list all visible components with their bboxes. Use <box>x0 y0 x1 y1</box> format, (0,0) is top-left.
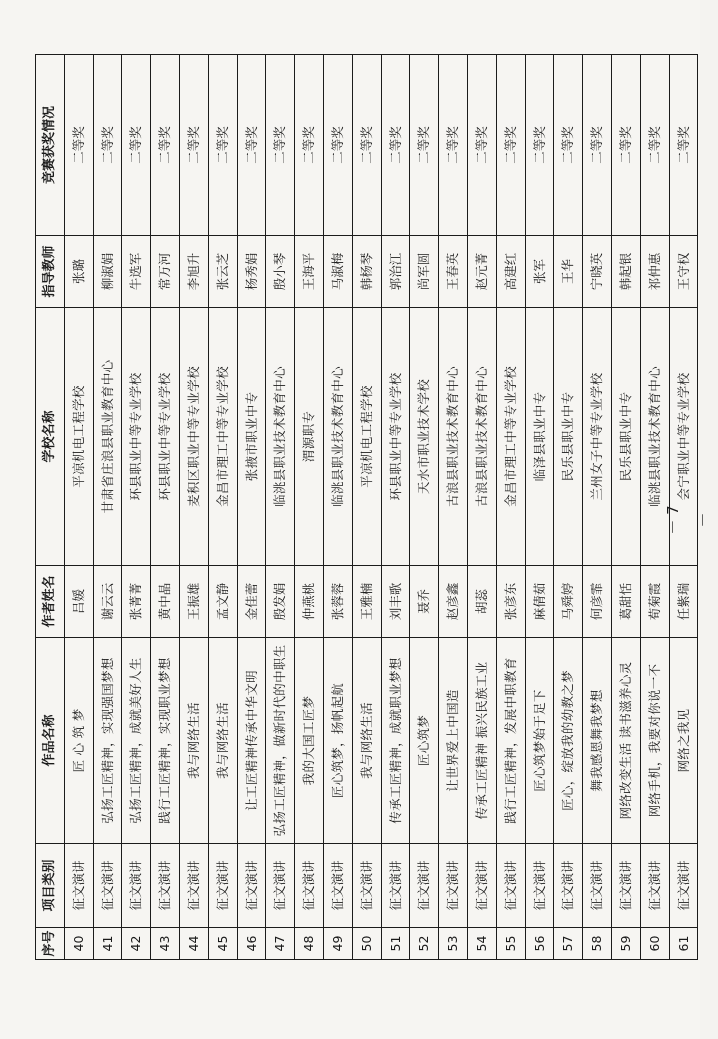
table-row <box>611 55 640 960</box>
cell-no: 57 <box>554 928 583 960</box>
cell-author: 仲燕桃 <box>295 566 324 638</box>
cell-title: 践行工匠精神，实现职业梦想 <box>151 638 180 844</box>
table-row <box>525 55 554 960</box>
table-row <box>554 55 583 960</box>
table-row <box>237 55 266 960</box>
cell-award: 二等奖 <box>439 55 468 236</box>
cell-no: 61 <box>669 928 698 960</box>
cell-category: 征文演讲 <box>467 844 496 928</box>
cell-author: 刘丰歌 <box>381 566 410 638</box>
cell-school: 会宁职业中等专业学校 <box>669 308 698 566</box>
cell-author: 殷发娟 <box>266 566 295 638</box>
cell-school: 临泽县职业中专 <box>525 308 554 566</box>
cell-title: 匠心，绽放我的幼教之梦 <box>554 638 583 844</box>
cell-teacher: 王守权 <box>669 236 698 308</box>
cell-author: 黄中晶 <box>151 566 180 638</box>
table-row <box>179 55 208 960</box>
cell-author: 吕媛 <box>64 566 93 638</box>
cell-title: 弘扬工匠精神，成就美好人生 <box>122 638 151 844</box>
cell-category: 征文演讲 <box>439 844 468 928</box>
cell-school: 甘肃省庄浪县职业教育中心 <box>93 308 122 566</box>
table-row <box>496 55 525 960</box>
cell-no: 40 <box>64 928 93 960</box>
cell-author: 马舜婷 <box>554 566 583 638</box>
cell-category: 征文演讲 <box>640 844 669 928</box>
cell-author: 赵彦鑫 <box>439 566 468 638</box>
cell-teacher: 张璐 <box>64 236 93 308</box>
cell-award: 二等奖 <box>669 55 698 236</box>
cell-author: 聂乔 <box>410 566 439 638</box>
cell-teacher: 常万河 <box>151 236 180 308</box>
cell-category: 征文演讲 <box>554 844 583 928</box>
cell-title: 我与网络生活 <box>352 638 381 844</box>
table-row <box>323 55 352 960</box>
cell-award: 二等奖 <box>93 55 122 236</box>
cell-no: 52 <box>410 928 439 960</box>
cell-no: 56 <box>525 928 554 960</box>
cell-no: 59 <box>611 928 640 960</box>
cell-award: 二等奖 <box>295 55 324 236</box>
cell-award: 二等奖 <box>64 55 93 236</box>
cell-school: 张掖市职业中专 <box>237 308 266 566</box>
cell-category: 征文演讲 <box>669 844 698 928</box>
cell-title: 践行工匠精神，发展中职教育 <box>496 638 525 844</box>
cell-award: 二等奖 <box>179 55 208 236</box>
cell-no: 51 <box>381 928 410 960</box>
cell-no: 48 <box>295 928 324 960</box>
cell-category: 征文演讲 <box>179 844 208 928</box>
table-row <box>467 55 496 960</box>
cell-award: 二等奖 <box>496 55 525 236</box>
header-author: 作者姓名 <box>36 566 65 638</box>
cell-teacher: 王华 <box>554 236 583 308</box>
cell-teacher: 殷小琴 <box>266 236 295 308</box>
header-teacher: 指导教师 <box>36 236 65 308</box>
table-row <box>352 55 381 960</box>
cell-award: 二等奖 <box>151 55 180 236</box>
table-row <box>439 55 468 960</box>
cell-teacher: 牛选军 <box>122 236 151 308</box>
cell-school: 兰州女子中等专业学校 <box>583 308 612 566</box>
cell-award: 二等奖 <box>237 55 266 236</box>
page-number: － 7 － <box>664 505 712 535</box>
cell-no: 44 <box>179 928 208 960</box>
awards-table <box>35 54 712 960</box>
cell-title: 舞我感恩舞我梦想 <box>583 638 612 844</box>
cell-teacher: 高建红 <box>496 236 525 308</box>
cell-category: 征文演讲 <box>64 844 93 928</box>
cell-no: 43 <box>151 928 180 960</box>
cell-title: 传承工匠精神，成就职业梦想 <box>381 638 410 844</box>
cell-no: 41 <box>93 928 122 960</box>
cell-teacher: 王海平 <box>295 236 324 308</box>
cell-award: 二等奖 <box>640 55 669 236</box>
cell-school: 古浪县职业技术教育中心 <box>467 308 496 566</box>
cell-title: 弘扬工匠精神，实现强国梦想 <box>93 638 122 844</box>
cell-author: 荀菊霞 <box>640 566 669 638</box>
cell-school: 麦积区职业中等专业学校 <box>179 308 208 566</box>
cell-award: 二等奖 <box>266 55 295 236</box>
cell-category: 征文演讲 <box>323 844 352 928</box>
cell-no: 53 <box>439 928 468 960</box>
header-title: 作品名称 <box>36 638 65 844</box>
cell-school: 金昌市理工中等专业学校 <box>208 308 237 566</box>
cell-school: 天水市职业技术学校 <box>410 308 439 566</box>
cell-title: 网络改变生活 读书滋养心灵 <box>611 638 640 844</box>
cell-teacher: 尚军圆 <box>410 236 439 308</box>
cell-school: 临洮县职业技术教育中心 <box>266 308 295 566</box>
cell-school: 平凉机电工程学校 <box>64 308 93 566</box>
rotated-table-frame <box>35 55 691 960</box>
cell-category: 征文演讲 <box>237 844 266 928</box>
cell-school: 环县职业中等专业学校 <box>151 308 180 566</box>
cell-teacher: 郭治江 <box>381 236 410 308</box>
cell-award: 二等奖 <box>381 55 410 236</box>
table-row <box>151 55 180 960</box>
cell-no: 55 <box>496 928 525 960</box>
cell-author: 胡蕊 <box>467 566 496 638</box>
cell-author: 王振雄 <box>179 566 208 638</box>
cell-category: 征文演讲 <box>352 844 381 928</box>
cell-award: 二等奖 <box>352 55 381 236</box>
cell-school: 环县职业中等专业学校 <box>381 308 410 566</box>
cell-title: 我的大国工匠梦 <box>295 638 324 844</box>
cell-title: 网络之我见 <box>669 638 698 844</box>
cell-no: 47 <box>266 928 295 960</box>
cell-category: 征文演讲 <box>525 844 554 928</box>
cell-no: 50 <box>352 928 381 960</box>
cell-award: 二等奖 <box>583 55 612 236</box>
cell-title: 我与网络生活 <box>179 638 208 844</box>
cell-title: 匠 心 筑 梦 <box>64 638 93 844</box>
cell-no: 49 <box>323 928 352 960</box>
cell-author: 张菁菁 <box>122 566 151 638</box>
cell-award: 二等奖 <box>467 55 496 236</box>
cell-author: 王雅楠 <box>352 566 381 638</box>
cell-no: 54 <box>467 928 496 960</box>
table-row <box>266 55 295 960</box>
cell-teacher: 柳淑娟 <box>93 236 122 308</box>
cell-category: 征文演讲 <box>583 844 612 928</box>
header-school: 学校名称 <box>36 308 65 566</box>
cell-award: 二等奖 <box>611 55 640 236</box>
cell-title: 让世界爱上中国造 <box>439 638 468 844</box>
table-row <box>64 55 93 960</box>
cell-author: 葛甜恬 <box>611 566 640 638</box>
cell-award: 二等奖 <box>525 55 554 236</box>
cell-award: 二等奖 <box>122 55 151 236</box>
cell-school: 金昌市理工中等专业学校 <box>496 308 525 566</box>
cell-author: 张蓉蓉 <box>323 566 352 638</box>
table-row <box>583 55 612 960</box>
table-row <box>93 55 122 960</box>
cell-title: 匠心筑梦始于足下 <box>525 638 554 844</box>
cell-author: 孟文静 <box>208 566 237 638</box>
cell-school: 临洮县职业技术教育中心 <box>640 308 669 566</box>
cell-author: 谢云云 <box>93 566 122 638</box>
cell-teacher: 王春英 <box>439 236 468 308</box>
cell-no: 58 <box>583 928 612 960</box>
cell-no: 60 <box>640 928 669 960</box>
cell-category: 征文演讲 <box>266 844 295 928</box>
cell-teacher: 杨秀娟 <box>237 236 266 308</box>
cell-award: 二等奖 <box>554 55 583 236</box>
cell-teacher: 祁仲惠 <box>640 236 669 308</box>
cell-award: 二等奖 <box>410 55 439 236</box>
cell-school: 古浪县职业技术教育中心 <box>439 308 468 566</box>
cell-no: 42 <box>122 928 151 960</box>
cell-school: 环县职业中等专业学校 <box>122 308 151 566</box>
cell-category: 征文演讲 <box>496 844 525 928</box>
cell-category: 征文演讲 <box>122 844 151 928</box>
cell-title: 网络手机，我要对你说一不 <box>640 638 669 844</box>
cell-category: 征文演讲 <box>410 844 439 928</box>
table-row <box>295 55 324 960</box>
cell-category: 征文演讲 <box>381 844 410 928</box>
cell-award: 二等奖 <box>208 55 237 236</box>
cell-school: 渭源职专 <box>295 308 324 566</box>
cell-school: 平凉机电工程学校 <box>352 308 381 566</box>
cell-school: 民乐县职业中专 <box>554 308 583 566</box>
cell-category: 征文演讲 <box>93 844 122 928</box>
table-header-row <box>36 55 65 960</box>
cell-teacher: 李旭升 <box>179 236 208 308</box>
cell-author: 任紫瑞 <box>669 566 698 638</box>
cell-teacher: 韩起银 <box>611 236 640 308</box>
cell-school: 临洮县职业技术教育中心 <box>323 308 352 566</box>
table-row <box>381 55 410 960</box>
header-category: 项目类别 <box>36 844 65 928</box>
cell-teacher: 张云芝 <box>208 236 237 308</box>
cell-teacher: 赵元菁 <box>467 236 496 308</box>
cell-teacher: 张军 <box>525 236 554 308</box>
cell-award: 二等奖 <box>323 55 352 236</box>
cell-teacher: 韩杨琴 <box>352 236 381 308</box>
cell-no: 45 <box>208 928 237 960</box>
cell-title: 弘扬工匠精神，做新时代的中职生 <box>266 638 295 844</box>
cell-author: 何彦霏 <box>583 566 612 638</box>
cell-category: 征文演讲 <box>295 844 324 928</box>
cell-category: 征文演讲 <box>151 844 180 928</box>
header-no: 序号 <box>36 928 65 960</box>
cell-title: 传承工匠精神 振兴民族工业 <box>467 638 496 844</box>
table-row <box>122 55 151 960</box>
cell-no: 46 <box>237 928 266 960</box>
table-body <box>64 55 712 960</box>
cell-author: 张彦东 <box>496 566 525 638</box>
table-row <box>410 55 439 960</box>
cell-title: 匠心筑梦 <box>410 638 439 844</box>
table-row <box>208 55 237 960</box>
cell-category: 征文演讲 <box>611 844 640 928</box>
cell-category: 征文演讲 <box>208 844 237 928</box>
cell-author: 麻倩茹 <box>525 566 554 638</box>
cell-title: 匠心筑梦，扬帆起航 <box>323 638 352 844</box>
cell-author: 金佳蕾 <box>237 566 266 638</box>
cell-teacher: 马淑梅 <box>323 236 352 308</box>
cell-title: 让工匠精神传承中华文明 <box>237 638 266 844</box>
cell-title: 我与网络生活 <box>208 638 237 844</box>
header-award: 竞赛获奖情况 <box>36 55 65 236</box>
cell-teacher: 宁晓英 <box>583 236 612 308</box>
cell-school: 民乐县职业中专 <box>611 308 640 566</box>
